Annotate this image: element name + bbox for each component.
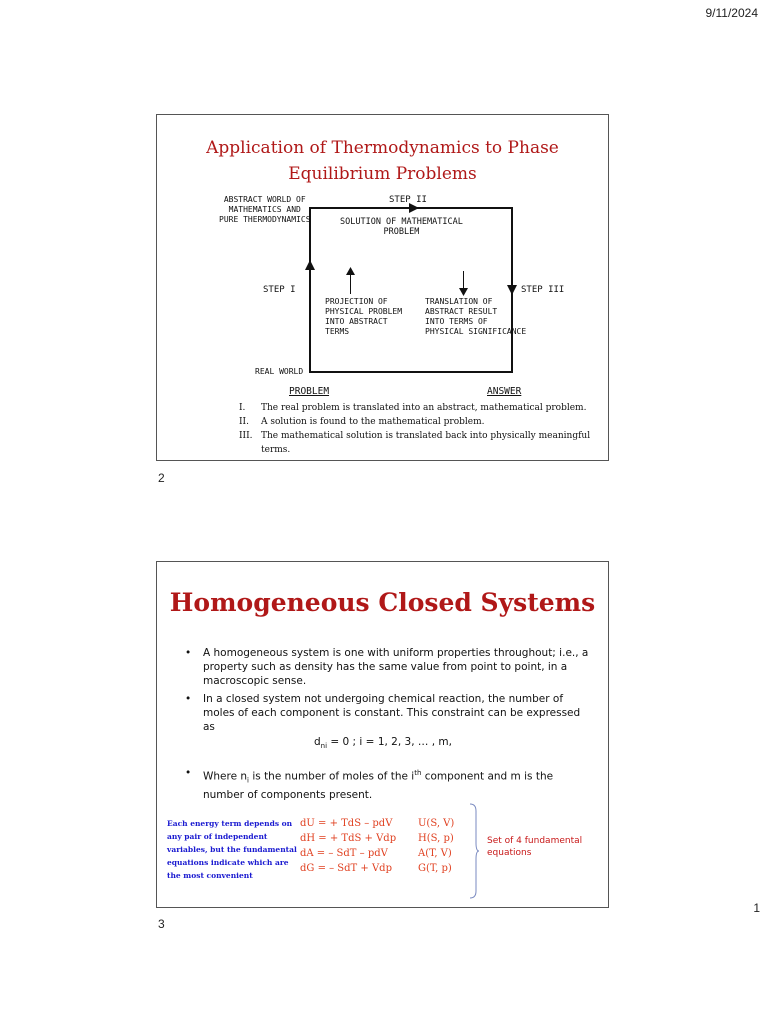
note-text: The mathematical solution is translated back into physically meaningful terms.	[261, 431, 591, 455]
slide-3-number: 3	[158, 917, 165, 931]
curly-brace-icon	[469, 803, 479, 899]
equation-function: A(T, V)	[418, 848, 452, 859]
projection-line-2: PHYSICAL PROBLEM	[325, 307, 403, 316]
equation: dU = + TdS – pdV	[300, 818, 393, 829]
constraint-rest: = 0 ; i = 1, 2, 3, … , m,	[327, 736, 452, 748]
real-world-label: REAL WORLD	[255, 367, 304, 376]
bullet-superscript: th	[414, 769, 422, 777]
note-text: The real problem is translated into an abstract, mathematical problem.	[261, 403, 587, 413]
equation-function: H(S, p)	[418, 833, 454, 844]
note-row	[239, 415, 599, 429]
page-date: 9/11/2024	[705, 6, 758, 20]
bullet-text-c: component and m is the number of components present.	[203, 770, 554, 801]
abstract-world-label	[219, 195, 311, 225]
step-2-label: STEP II	[389, 195, 427, 205]
bullet-item	[185, 766, 595, 802]
note-number: I.	[239, 403, 246, 413]
projection-label	[325, 297, 402, 337]
note-text: A solution is found to the mathematical problem.	[261, 417, 485, 427]
equation: dA = – SdT – pdV	[300, 848, 388, 859]
equation-row	[300, 816, 454, 831]
bullet-text	[203, 766, 595, 802]
fundamental-equations-note: Set of 4 fundamental equations	[487, 836, 583, 858]
solution-line-2: PROBLEM	[383, 227, 420, 237]
bullet-text: A homogeneous system is one with uniform properties throughout; i.e., a property such as density has the same value from point to point, in a macroscopic sense.	[203, 647, 589, 687]
bullet-dot-icon: •	[185, 647, 192, 659]
diagram-notes	[239, 401, 599, 457]
note-row	[239, 429, 599, 457]
abstract-world-line-2: MATHEMATICS AND	[228, 205, 301, 214]
translation-line-1: TRANSLATION OF	[425, 297, 493, 306]
projection-arrow-shaft	[350, 272, 351, 294]
equation-function: G(T, p)	[418, 863, 452, 874]
note-number: II.	[239, 417, 249, 427]
solution-label	[340, 217, 463, 237]
translation-line-4: PHYSICAL SIGNIFICANCE	[425, 327, 527, 336]
slide-3	[156, 561, 609, 908]
bullet-dot-icon: •	[185, 767, 192, 779]
step-1-label: STEP I	[263, 285, 296, 295]
equation-row	[300, 831, 454, 846]
translation-down-arrow-icon	[459, 288, 468, 296]
bullet-text-b: is the number of moles of the i	[249, 770, 415, 783]
bullet-item	[185, 692, 595, 734]
slide-3-title: Homogeneous Closed Systems	[169, 588, 596, 617]
equation-row	[300, 846, 454, 861]
constraint-equation	[314, 736, 452, 750]
note-number: III.	[239, 431, 253, 441]
translation-label	[425, 297, 526, 337]
bullet-list	[185, 646, 595, 738]
energy-side-note: Each energy term depends on any pair of independent variables, but the fundamental equations indicate which are the most convenient	[167, 819, 297, 880]
bullet-subscript: i	[247, 776, 249, 785]
diagram-box-bottom	[309, 371, 513, 373]
step-1-arrow-icon	[305, 260, 315, 272]
projection-line-4: TERMS	[325, 327, 350, 336]
constraint-d: d	[314, 736, 321, 748]
abstract-world-line-1: ABSTRACT WORLD OF	[223, 195, 306, 204]
page-number: 1	[753, 901, 760, 915]
answer-label: ANSWER	[487, 386, 522, 397]
equation: dH = + TdS + Vdp	[300, 833, 397, 844]
abstract-world-line-3: PURE THERMODYNAMICS	[219, 215, 311, 224]
equation: dG = – SdT + Vdp	[300, 863, 392, 874]
fundamental-equations	[300, 816, 454, 876]
bullet-text: In a closed system not undergoing chemical reaction, the number of moles of each component is constant. This constraint can be expressed as	[203, 693, 581, 733]
slide-2	[156, 114, 609, 461]
slide-2-title-line-2: Equilibrium Problems	[288, 164, 477, 184]
problem-label: PROBLEM	[289, 386, 330, 397]
diagram-box-left	[309, 207, 311, 373]
constraint-subscript: ni	[320, 742, 328, 751]
bullet-dot-icon: •	[185, 693, 192, 705]
projection-up-arrow-icon	[346, 267, 355, 275]
translation-line-3: INTO TERMS OF	[425, 317, 488, 326]
translation-line-2: ABSTRACT RESULT	[425, 307, 498, 316]
slide-2-title-line-1: Application of Thermodynamics to Phase	[206, 138, 559, 158]
solution-line-1: SOLUTION OF MATHEMATICAL	[340, 217, 463, 227]
bullet-text-a: Where n	[203, 770, 248, 783]
equation-row	[300, 861, 454, 876]
projection-line-3: INTO ABSTRACT	[325, 317, 388, 326]
step-3-label: STEP III	[521, 285, 565, 295]
slide-2-number: 2	[158, 471, 165, 485]
equation-function: U(S, V)	[418, 818, 455, 829]
step-3-arrow-icon	[507, 283, 517, 295]
bullet-item	[185, 646, 595, 688]
projection-line-1: PROJECTION OF	[325, 297, 388, 306]
note-row	[239, 401, 599, 415]
